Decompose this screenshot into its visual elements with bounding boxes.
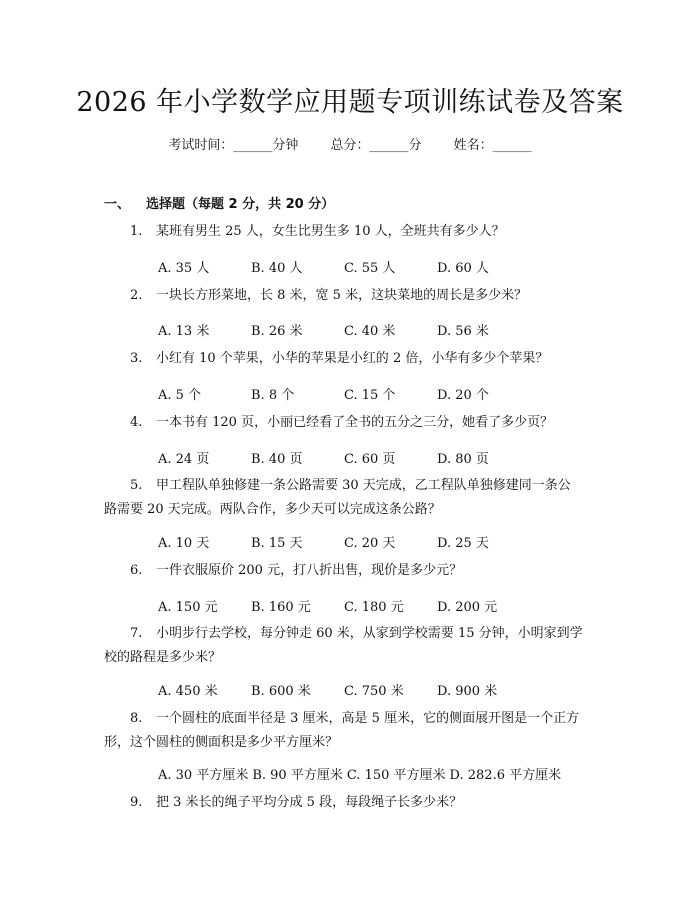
question-text-cont: 形，这个圆柱的侧面积是多少平方厘米？ (104, 735, 339, 750)
question-1 (104, 220, 584, 244)
total-score: 总分：______分 (330, 138, 422, 153)
question-text: 一块长方形菜地，长 8 米，宽 5 米，这块菜地的周长是多少米？ (156, 288, 528, 303)
question-5 (104, 474, 584, 522)
options-1 (158, 257, 530, 276)
student-name: 姓名：______ (453, 138, 532, 153)
options-2 (158, 320, 530, 339)
question-number: 1. (130, 224, 143, 239)
options-3 (158, 384, 530, 403)
option-b: B. 90 平方厘米 (252, 768, 343, 783)
option-a: A. 10 天 (158, 536, 210, 551)
option-c: C. 150 平方厘米 (346, 768, 446, 783)
option-d: D. 60 人 (437, 261, 489, 276)
option-d: D. 200 元 (437, 600, 498, 615)
option-b: B. 40 页 (251, 452, 303, 467)
question-3 (104, 347, 584, 371)
section-heading (104, 193, 334, 212)
question-2 (104, 284, 584, 308)
option-d: D. 900 米 (437, 684, 498, 699)
question-9 (104, 791, 584, 815)
question-6 (104, 559, 584, 583)
question-7 (104, 622, 584, 670)
page-title: 2026 年小学数学应用题专项训练试卷及答案 (76, 87, 624, 118)
question-text-cont: 校的路程是多少米？ (104, 650, 222, 665)
question-number: 5. (130, 478, 143, 493)
options-5 (158, 532, 530, 551)
option-a: A. 24 页 (158, 452, 210, 467)
option-c: C. 60 页 (344, 452, 396, 467)
question-8 (104, 707, 584, 755)
option-a: A. 13 米 (158, 324, 210, 339)
section-number: 一、 (104, 197, 131, 212)
question-text: 甲工程队单独修建一条公路需要 30 天完成，乙工程队单独修建同一条公 (156, 478, 571, 493)
question-text: 一件衣服原价 200 元，打八折出售，现价是多少元？ (156, 563, 463, 578)
option-b: B. 15 天 (251, 536, 303, 551)
option-c: C. 40 米 (344, 324, 396, 339)
section-label: 选择题（每题 2 分，共 20 分） (146, 197, 335, 212)
question-number: 6. (130, 563, 143, 578)
option-d: D. 25 天 (437, 536, 489, 551)
options-7 (158, 680, 530, 699)
question-text: 一本书有 120 页，小丽已经看了全书的五分之三分，她看了多少页？ (156, 415, 554, 430)
option-b: B. 26 米 (251, 324, 303, 339)
exam-time: 考试时间：______分钟 (168, 138, 299, 153)
option-c: C. 750 米 (344, 684, 404, 699)
option-c: C. 55 人 (344, 261, 396, 276)
options-8 (158, 764, 565, 783)
question-text: 某班有男生 25 人，女生比男生多 10 人，全班共有多少人？ (156, 224, 505, 239)
option-a: A. 30 平方厘米 (158, 768, 249, 783)
option-a: A. 150 元 (158, 600, 218, 615)
option-c: C. 20 天 (344, 536, 396, 551)
options-6 (158, 596, 530, 615)
question-number: 2. (130, 288, 143, 303)
question-number: 8. (130, 711, 143, 726)
option-c: C. 180 元 (344, 600, 404, 615)
question-text: 小红有 10 个苹果，小华的苹果是小红的 2 倍，小华有多少个苹果？ (156, 351, 549, 366)
option-a: A. 5 个 (158, 388, 202, 403)
option-a: A. 450 米 (158, 684, 218, 699)
question-number: 9. (130, 795, 143, 810)
option-b: B. 160 元 (251, 600, 311, 615)
question-number: 3. (130, 351, 143, 366)
question-number: 4. (130, 415, 143, 430)
option-d: D. 20 个 (437, 388, 489, 403)
option-b: B. 40 人 (251, 261, 303, 276)
question-text: 小明步行去学校，每分钟走 60 米，从家到学校需要 15 分钟，小明家到学 (156, 626, 583, 641)
option-c: C. 15 个 (344, 388, 396, 403)
option-d: D. 56 米 (437, 324, 489, 339)
question-number: 7. (130, 626, 143, 641)
option-d: D. 282.6 平方厘米 (449, 768, 562, 783)
question-text: 把 3 米长的绳子平均分成 5 段，每段绳子长多少米？ (156, 795, 463, 810)
question-4 (104, 411, 584, 435)
option-b: B. 8 个 (251, 388, 295, 403)
option-d: D. 80 页 (437, 452, 489, 467)
question-text: 一个圆柱的底面半径是 3 厘米，高是 5 厘米，它的侧面展开图是一个正方 (156, 711, 580, 726)
options-4 (158, 448, 530, 467)
option-a: A. 35 人 (158, 261, 210, 276)
exam-meta (0, 134, 700, 153)
option-b: B. 600 米 (251, 684, 311, 699)
question-text-cont: 路需要 20 天完成。两队合作，多少天可以完成这条公路？ (104, 502, 441, 517)
